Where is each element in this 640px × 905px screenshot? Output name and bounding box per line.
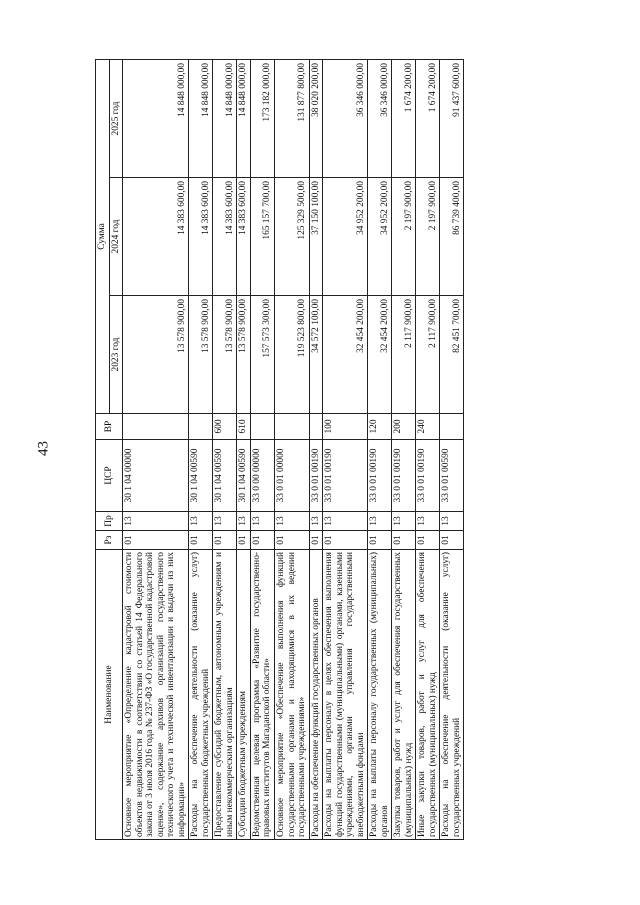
row-pr: 13 [440, 512, 464, 531]
row-2023: 13 578 900,00 [237, 296, 251, 414]
row-2024: 14 383 600,00 [123, 178, 189, 296]
row-vr: 100 [323, 414, 368, 440]
row-name: Ведомственная целевая программа «Развитие государственно-правовых институтов Магаданской области» [250, 550, 274, 840]
row-2023: 32 454 200,00 [323, 296, 368, 414]
row-name: Предоставление субсидий бюджетным, автономным учреждениям и иным некоммерческим организациям [213, 550, 237, 840]
row-vr [274, 414, 309, 440]
row-pr: 13 [123, 512, 189, 531]
row-2025: 14 848 000,00 [189, 60, 213, 178]
row-2025: 14 848 000,00 [237, 60, 251, 178]
row-csr: 30 1 04 00000 [123, 440, 189, 512]
row-name: Закупка товаров, работ и услуг для обеспечения государственных (муниципальных) нужд [392, 550, 416, 840]
header-2024: 2024 год [109, 178, 123, 296]
row-csr: 30 1 04 00590 [189, 440, 213, 512]
row-2025: 14 848 000,00 [123, 60, 189, 178]
table-row [416, 60, 440, 840]
header-pr: Пр [96, 512, 123, 531]
row-vr [123, 414, 189, 440]
header-sum: Сумма [96, 60, 110, 414]
row-2025: 14 848 000,00 [213, 60, 237, 178]
row-vr [189, 414, 213, 440]
row-pr: 13 [323, 512, 368, 531]
row-2025: 1 674 200,00 [416, 60, 440, 178]
row-2023: 157 573 300,00 [250, 296, 274, 414]
header-2023: 2023 год [109, 296, 123, 414]
row-name: Расходы на обеспечение деятельности (оказание услуг) государственных бюджетных учреждений [189, 550, 213, 840]
page-number: 43 [35, 441, 52, 456]
row-rz: 01 [123, 531, 189, 550]
row-rz: 01 [237, 531, 251, 550]
table-row [250, 60, 274, 840]
row-rz: 01 [440, 531, 464, 550]
row-pr: 13 [416, 512, 440, 531]
row-2024: 14 383 600,00 [237, 178, 251, 296]
header-rz: Рз [96, 531, 123, 550]
table-row [274, 60, 309, 840]
row-2024: 2 197 900,00 [392, 178, 416, 296]
row-pr: 13 [274, 512, 309, 531]
row-name: Основное мероприятие «Обеспечение выполнения функций государственными органами и находящимися в их ведении государственными учреждениями» [274, 550, 309, 840]
row-vr: 240 [416, 414, 440, 440]
row-2025: 173 182 000,00 [250, 60, 274, 178]
row-2024: 37 150 100,00 [309, 178, 323, 296]
row-2024: 86 739 400,00 [440, 178, 464, 296]
row-name: Основное мероприятие «Определение кадастровой стоимости объектов недвижимости в соответствии со статьей 14 Федерального закона от 3 июля 2016 года № 237-ФЗ «О государственной кадастровой оценке», содержание архивов организаций государственного технического учета и технической инвентаризации и выдачи из них информации» [123, 550, 189, 840]
row-rz: 01 [189, 531, 213, 550]
row-pr: 13 [213, 512, 237, 531]
table-row [309, 60, 323, 840]
row-csr: 33 0 01 00190 [368, 440, 392, 512]
row-2025: 38 020 200,00 [309, 60, 323, 178]
row-name: Субсидии бюджетным учреждениям [237, 550, 251, 840]
row-csr: 33 0 00 00000 [250, 440, 274, 512]
table-row [189, 60, 213, 840]
row-2024: 34 952 200,00 [368, 178, 392, 296]
budget-table [95, 59, 464, 840]
row-name: Расходы на обеспечение деятельности (оказание услуг) государственных учреждений [440, 550, 464, 840]
row-csr: 33 0 01 00190 [309, 440, 323, 512]
row-2024: 34 952 200,00 [323, 178, 368, 296]
header-vr: ВР [96, 414, 123, 440]
row-vr [309, 414, 323, 440]
budget-table-container [95, 60, 555, 840]
row-csr: 33 0 01 00190 [416, 440, 440, 512]
row-2023: 13 578 900,00 [213, 296, 237, 414]
row-2023: 2 117 900,00 [392, 296, 416, 414]
row-vr: 120 [368, 414, 392, 440]
row-rz: 01 [274, 531, 309, 550]
row-2025: 36 346 000,00 [323, 60, 368, 178]
header-2025: 2025 год [109, 60, 123, 178]
row-rz: 01 [309, 531, 323, 550]
row-pr: 13 [189, 512, 213, 531]
row-2023: 34 572 100,00 [309, 296, 323, 414]
table-row [123, 60, 189, 840]
row-name: Расходы на обеспечение функций государственных органов [309, 550, 323, 840]
row-2023: 119 523 800,00 [274, 296, 309, 414]
row-2024: 14 383 600,00 [213, 178, 237, 296]
row-name: Расходы на выплаты персоналу в целях обеспечения выполнения функций государственными (муниципальными) органами, казенными учреждениями, органами управления государственными внебюджетными фондами [323, 550, 368, 840]
table-row [213, 60, 237, 840]
row-2025: 91 437 600,00 [440, 60, 464, 178]
header-csr: ЦСР [96, 440, 123, 512]
table-row [368, 60, 392, 840]
header-name: Наименование [96, 550, 123, 840]
row-csr: 33 0 01 00190 [392, 440, 416, 512]
row-vr: 200 [392, 414, 416, 440]
row-rz: 01 [323, 531, 368, 550]
row-2025: 1 674 200,00 [392, 60, 416, 178]
row-pr: 13 [309, 512, 323, 531]
row-pr: 13 [237, 512, 251, 531]
row-rz: 01 [416, 531, 440, 550]
table-row [323, 60, 368, 840]
row-csr: 33 0 01 00000 [274, 440, 309, 512]
header-row [96, 60, 110, 840]
row-pr: 13 [392, 512, 416, 531]
row-csr: 33 0 01 00590 [440, 440, 464, 512]
row-vr: 610 [237, 414, 251, 440]
table-row [237, 60, 251, 840]
row-pr: 13 [250, 512, 274, 531]
row-2024: 125 329 500,00 [274, 178, 309, 296]
row-2024: 2 197 900,00 [416, 178, 440, 296]
row-csr: 30 1 04 00590 [213, 440, 237, 512]
row-2023: 13 578 900,00 [189, 296, 213, 414]
row-2024: 14 383 600,00 [189, 178, 213, 296]
row-rz: 01 [250, 531, 274, 550]
row-vr [250, 414, 274, 440]
row-csr: 33 0 01 00190 [323, 440, 368, 512]
row-vr [440, 414, 464, 440]
row-2025: 131 877 800,00 [274, 60, 309, 178]
row-rz: 01 [368, 531, 392, 550]
row-vr: 600 [213, 414, 237, 440]
row-2025: 36 346 000,00 [368, 60, 392, 178]
row-2023: 2 117 900,00 [416, 296, 440, 414]
row-2024: 165 157 700,00 [250, 178, 274, 296]
row-rz: 01 [392, 531, 416, 550]
table-row [392, 60, 416, 840]
table-row [440, 60, 464, 840]
row-2023: 82 451 700,00 [440, 296, 464, 414]
row-pr: 13 [368, 512, 392, 531]
row-name: Расходы на выплаты персоналу государственных (муниципальных) органов [368, 550, 392, 840]
row-rz: 01 [213, 531, 237, 550]
row-2023: 13 578 900,00 [123, 296, 189, 414]
row-name: Иные закупки товаров, работ и услуг для обеспечения государственных (муниципальных) нужд [416, 550, 440, 840]
row-csr: 30 1 04 00590 [237, 440, 251, 512]
row-2023: 32 454 200,00 [368, 296, 392, 414]
